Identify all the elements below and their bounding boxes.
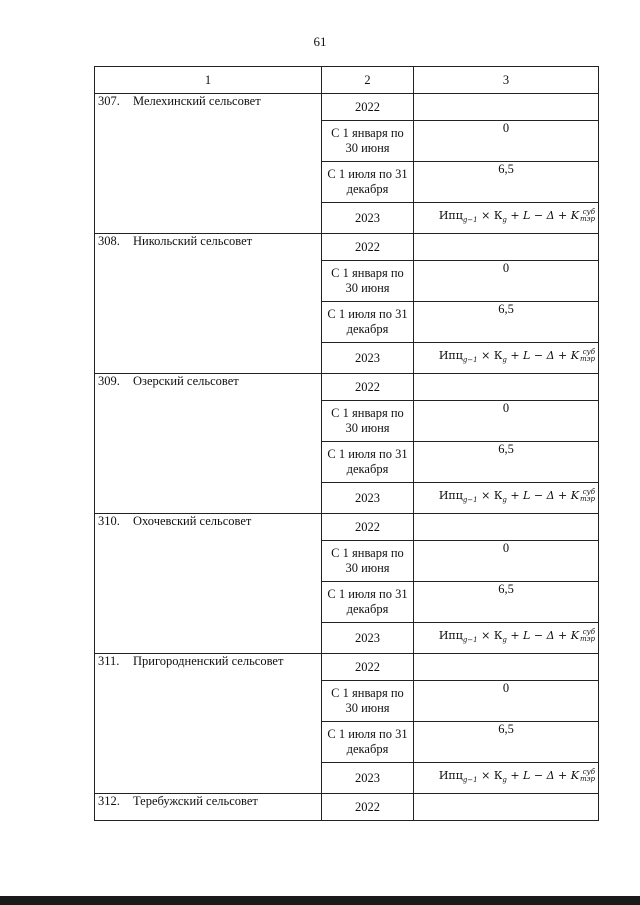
formula-kk-indices [580,209,595,223]
settlement-cell [95,514,322,654]
row-number: 312. [98,794,120,808]
formula-base-sub: g−1 [462,496,478,505]
year-cell: 2023 [322,763,414,794]
formula-base: Ипц [438,768,463,782]
formula-rest: + L − Δ + [506,208,571,222]
formula-times: × [477,628,494,642]
empty-value-cell [414,94,599,121]
period-cell: С 1 января по 30 июня [322,261,414,302]
period-cell: С 1 июля по 31 декабря [322,302,414,343]
table-row [95,94,599,121]
formula-kk-indices [580,349,595,363]
formula-kk-sub: тэр [579,634,595,643]
header-col-2: 2 [322,67,414,94]
period-cell: С 1 января по 30 июня [322,401,414,442]
formula-kk-sup: суб [582,487,595,496]
formula-cell [414,203,599,234]
formula-k-sub: g [502,496,507,505]
formula-k: К [493,488,503,502]
formula-kk-sub: тэр [579,494,595,503]
table-row [95,794,599,821]
formula-kk-sup: суб [582,207,595,216]
settlement-cell [95,94,322,234]
period-cell: С 1 июля по 31 декабря [322,162,414,203]
formula-k: К [493,348,503,362]
formula-cell [414,343,599,374]
header-col-3: 3 [414,67,599,94]
year-cell: 2022 [322,374,414,401]
year-cell: 2022 [322,514,414,541]
row-number: 308. [98,234,120,248]
period-cell: С 1 июля по 31 декабря [322,722,414,763]
row-number: 311. [98,654,120,668]
formula-k: К [493,208,503,222]
empty-value-cell [414,374,599,401]
formula-base-sub: g−1 [462,776,478,785]
row-number: 309. [98,374,120,388]
formula-kk-sup: суб [582,627,595,636]
formula-rest: + L − Δ + [506,628,571,642]
formula-kk-indices [580,489,595,503]
year-cell: 2022 [322,654,414,681]
formula-kk: K [570,768,579,782]
value-cell: 6,5 [414,722,599,763]
empty-value-cell [414,654,599,681]
formula-times: × [477,348,494,362]
empty-value-cell [414,234,599,261]
period-cell: С 1 января по 30 июня [322,541,414,582]
value-cell: 6,5 [414,302,599,343]
year-cell: 2023 [322,483,414,514]
formula-kk-sup: суб [582,767,595,776]
table-row [95,654,599,681]
page-number: 61 [313,34,327,49]
formula-cell [414,763,599,794]
formula-cell [414,483,599,514]
formula-k-sub: g [502,636,507,645]
formula-times: × [477,768,494,782]
formula-cell [414,623,599,654]
value-cell: 6,5 [414,582,599,623]
tariff-table [94,66,599,821]
settlement-cell [95,234,322,374]
formula-rest: + L − Δ + [506,348,571,362]
year-cell: 2023 [322,203,414,234]
formula-base-sub: g−1 [462,636,478,645]
table-row [95,514,599,541]
settlement-name: Пригородненский сельсовет [133,654,284,668]
settlement-name: Озерский сельсовет [133,374,239,388]
settlement-cell [95,794,322,821]
formula-kk: K [570,348,579,362]
settlement-cell [95,654,322,794]
formula-kk-indices [580,629,595,643]
formula-base: Ипц [438,488,463,502]
value-cell: 0 [414,261,599,302]
formula-kk-sub: тэр [579,774,595,783]
period-cell: С 1 июля по 31 декабря [322,582,414,623]
empty-value-cell [414,794,599,821]
table-row [95,234,599,261]
value-cell: 6,5 [414,442,599,483]
value-cell: 0 [414,401,599,442]
formula-kk-sub: тэр [579,354,595,363]
formula-k-sub: g [502,356,507,365]
scan-edge [0,896,640,905]
formula-base: Ипц [438,208,463,222]
header-col-1: 1 [95,67,322,94]
formula-k: К [493,768,503,782]
formula-rest: + L − Δ + [506,488,571,502]
row-number: 310. [98,514,120,528]
year-cell: 2022 [322,234,414,261]
formula-kk: K [570,208,579,222]
table-row [95,374,599,401]
formula-k: К [493,628,503,642]
settlement-cell [95,374,322,514]
formula-kk-sup: суб [582,347,595,356]
year-cell: 2022 [322,794,414,821]
value-cell: 0 [414,121,599,162]
formula-kk-sub: тэр [579,214,595,223]
settlement-name: Мелехинский сельсовет [133,94,261,108]
formula-base-sub: g−1 [462,356,478,365]
formula-k-sub: g [502,216,507,225]
year-cell: 2023 [322,343,414,374]
formula-k-sub: g [502,776,507,785]
formula-base-sub: g−1 [462,216,478,225]
formula-rest: + L − Δ + [506,768,571,782]
table-body [95,94,599,821]
value-cell: 0 [414,681,599,722]
formula-kk: K [570,628,579,642]
value-cell: 0 [414,541,599,582]
year-cell: 2022 [322,94,414,121]
row-number: 307. [98,94,120,108]
formula-times: × [477,488,494,502]
formula-base: Ипц [438,628,463,642]
period-cell: С 1 января по 30 июня [322,121,414,162]
period-cell: С 1 июля по 31 декабря [322,442,414,483]
formula-kk: K [570,488,579,502]
formula-kk-indices [580,769,595,783]
empty-value-cell [414,514,599,541]
formula-times: × [477,208,494,222]
settlement-name: Никольский сельсовет [133,234,253,248]
header-row [95,67,599,94]
value-cell: 6,5 [414,162,599,203]
formula-base: Ипц [438,348,463,362]
settlement-name: Охочевский сельсовет [133,514,252,528]
settlement-name: Теребужский сельсовет [133,794,258,808]
period-cell: С 1 января по 30 июня [322,681,414,722]
year-cell: 2023 [322,623,414,654]
